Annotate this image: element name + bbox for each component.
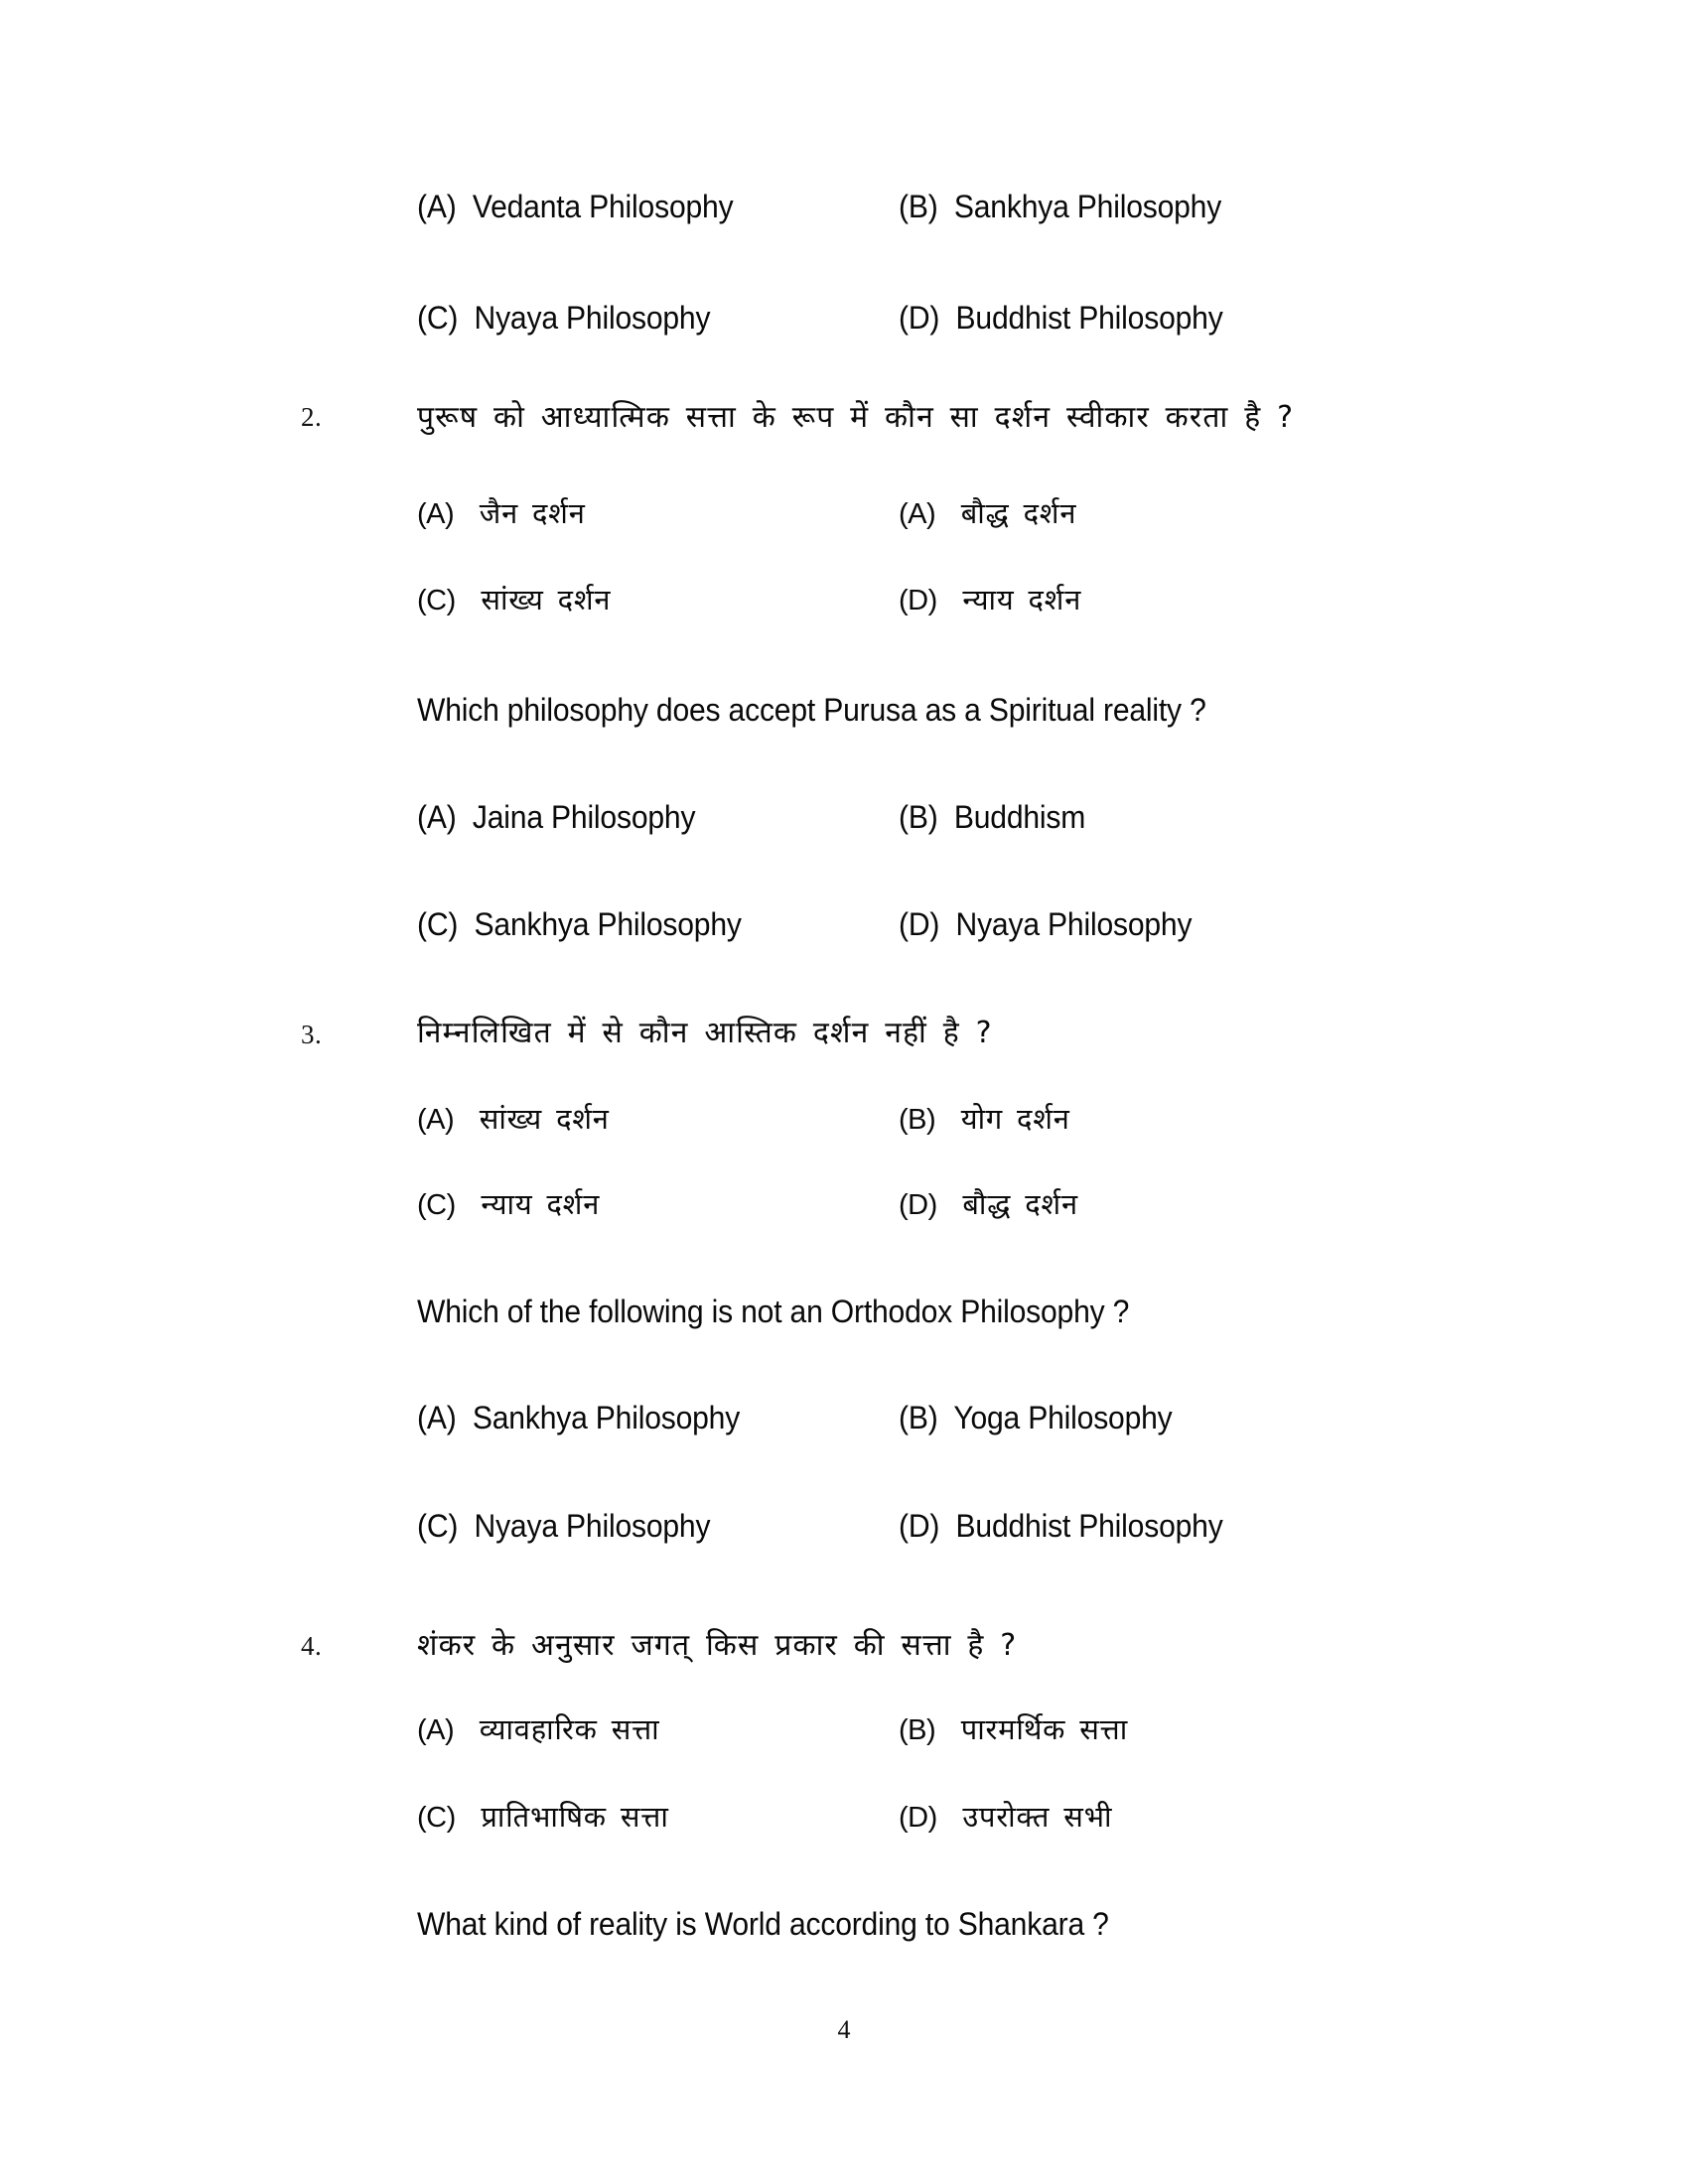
option-text: बौद्ध दर्शन [960,496,1077,530]
question-2-english-option-d [899,906,1192,943]
question-3-english-option-a [417,1400,740,1436]
option-label: (A) [899,498,947,530]
question-3-hindi-text: निम्नलिखित में से कौन आस्तिक दर्शन नहीं है ? [417,1016,993,1050]
option-text: Sankhya Philosophy [472,1400,741,1435]
option-label: (C) [417,300,467,336]
question-3-hindi-option-b [899,1099,1070,1138]
option-text: Sankhya Philosophy [953,189,1222,224]
question-2-hindi-option-b [899,493,1076,532]
option-text: न्याय दर्शन [962,583,1082,616]
option-label: (B) [899,189,946,224]
option-text: उपरोक्त सभी [962,1800,1113,1834]
option-label: (D) [899,1508,948,1544]
question-2-hindi-option-d [899,580,1081,618]
page-number: 4 [837,2015,851,2044]
question-2-hindi-option-a [417,493,586,532]
question-4-hindi-text: शंकर के अनुसार जगत् किस प्रकार की सत्ता है ? [417,1628,1018,1663]
question-4-hindi-option-b [899,1709,1128,1748]
option-label: (C) [417,1802,468,1834]
question-3-english-text: Which of the following is not an Orthodox Philosophy ? [417,1294,1130,1329]
question-3-hindi-option-a [417,1099,610,1138]
option-label: (C) [417,585,468,616]
option-label: (D) [899,585,949,616]
question-3-english-option-c [417,1508,710,1545]
carryover-option-a-label [417,189,733,225]
option-label: (D) [899,1802,949,1834]
option-label: (D) [899,906,948,942]
option-label: (B) [899,1104,947,1136]
question-4-hindi-option-c [417,1797,669,1836]
option-label: (A) [417,1714,466,1746]
question-3-english-option-d [899,1508,1223,1545]
option-label: (C) [417,906,467,942]
option-text: Nyaya Philosophy [474,300,711,336]
option-label: (A) [417,498,466,530]
question-3-english-option-b [899,1400,1173,1436]
option-label: (C) [417,1189,468,1221]
question-2-english-option-a [417,799,695,836]
question-2-english-option-b [899,799,1085,836]
option-label: (A) [417,1104,466,1136]
option-text: Nyaya Philosophy [474,1508,711,1544]
option-text: योग दर्शन [960,1102,1070,1136]
option-text: जैन दर्शन [479,496,586,530]
question-4-hindi-option-d [899,1797,1112,1836]
option-text: न्याय दर्शन [481,1187,601,1221]
question-2-english-text: Which philosophy does accept Purusa as a Spiritual reality ? [417,692,1206,728]
option-label: (D) [899,300,948,336]
option-text: Buddhist Philosophy [955,1508,1223,1544]
option-label: (C) [417,1508,467,1544]
option-label: (A) [417,189,465,224]
carryover-option-d-label [899,300,1223,337]
option-label: (D) [899,1189,949,1221]
question-2-hindi-option-c [417,580,611,618]
question-4-english-text: What kind of reality is World according to Shankara ? [417,1906,1109,1942]
option-text: प्रातिभाषिक सत्ता [481,1800,669,1834]
question-4-hindi-option-a [417,1709,659,1748]
option-text: Vedanta Philosophy [472,189,734,224]
option-text: बौद्ध दर्शन [962,1187,1078,1221]
option-text: व्यावहारिक सत्ता [479,1712,660,1746]
option-text: सांख्य दर्शन [479,1102,610,1136]
option-text: पारमर्थिक सत्ता [960,1712,1129,1746]
option-text: सांख्य दर्शन [481,583,612,616]
question-3-hindi-option-d [899,1184,1078,1223]
question-number-2: 2. [301,402,323,432]
option-text: Jaina Philosophy [472,799,696,835]
option-text: Nyaya Philosophy [955,906,1193,942]
option-label: (B) [899,799,946,835]
option-text: Buddhist Philosophy [955,300,1223,336]
option-label: (B) [899,1400,946,1435]
question-2-hindi-text: पुरूष को आध्यात्मिक सत्ता के रूप में कौन सा दर्शन स्वीकार करता है ? [417,400,1295,435]
question-number-3: 3. [301,1020,323,1049]
carryover-option-c-label [417,300,710,337]
option-label: (A) [417,1400,465,1435]
option-text: Buddhism [953,799,1086,835]
option-label: (B) [899,1714,947,1746]
question-2-english-option-c [417,906,742,943]
option-text: Yoga Philosophy [953,1400,1173,1435]
carryover-option-b-label [899,189,1221,225]
option-text: Sankhya Philosophy [474,906,742,942]
option-label: (A) [417,799,465,835]
question-number-4: 4. [301,1631,323,1661]
question-3-hindi-option-c [417,1184,600,1223]
